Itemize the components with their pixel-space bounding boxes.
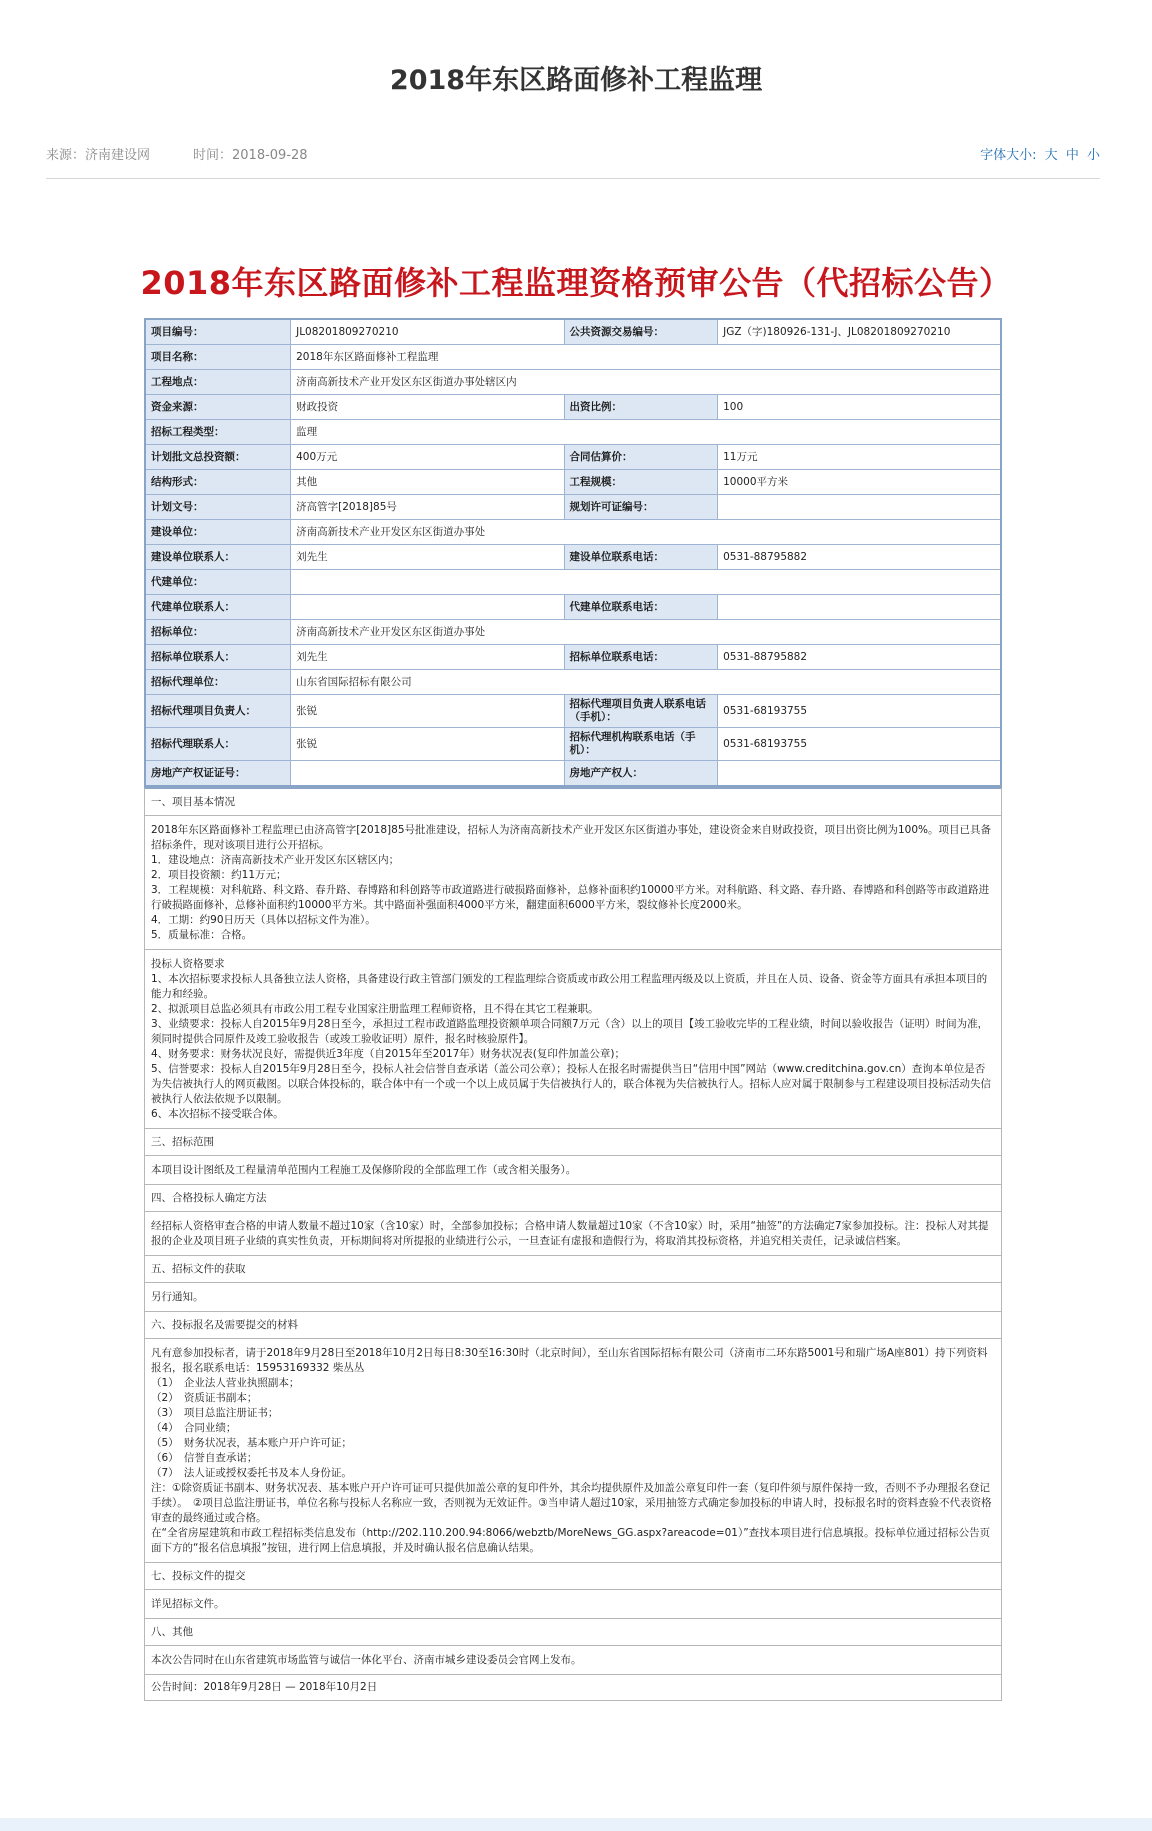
footer-band [0,1818,1152,1831]
info-row [145,420,1001,445]
paragraph: 4、财务要求：财务状况良好，需提供近3年度（自2015年至2017年）财务状况表(复印件加盖公章)； [151,1048,625,1060]
field-value: 张锐 [291,728,564,761]
field-label: 代建单位： [145,570,291,595]
info-row [145,370,1001,395]
notice-section [144,1563,1002,1619]
info-row [145,645,1001,670]
field-label: 合同估算价： [564,445,718,470]
field-value: 2018年东区路面修补工程监理 [291,345,1001,370]
section-body [151,1339,995,1562]
field-value: 监理 [291,420,1001,445]
paragraph: 在“全省房屋建筑和市政工程招标类信息发布（http://202.110.200.94:8066/webztb/MoreNews_GG.aspx?areacode=01）”查找本项目进行信息填报。投标单位通过招标公告页面下方的“报名信息填报”按钮，进行网上信息填报，并及时确认报名信息确认结果。 [151,1527,991,1554]
field-value: 0531-88795882 [718,545,1001,570]
article-meta [46,138,1100,179]
field-label: 项目名称： [145,345,291,370]
notice-title: 2018年东区路面修补工程监理资格预审公告（代招标公告） [140,264,1012,302]
field-label: 代建单位联系人： [145,595,291,620]
field-label: 招标代理机构联系电话（手机）： [564,728,718,761]
field-value: 济南高新技术产业开发区东区街道办事处 [291,520,1001,545]
info-row [145,695,1001,728]
section-heading: 八、其他 [145,1619,1001,1646]
font-size-switcher [976,144,1100,163]
paragraph: 5、信誉要求：投标人自2015年9月28日至今，投标人社会信誉自查承诺（盖公司公章）；投标人在报名时需提供当日“信用中国”网站（www.creditchina.gov.cn）查询本单位是否为失信被执行人的网页截图。以联合体投标的，联合体中有一个或一个以上成员属于失信被执行人的，联合体视为失信被执行人。招标人应对属于限制参与工程建设项目投标活动失信被执行人依法依规予以限制。 [151,1063,991,1105]
field-label: 出资比例： [564,395,718,420]
paragraph: 详见招标文件。 [151,1598,225,1610]
field-label: 房地产产权证证号： [145,761,291,787]
paragraph: 投标人资格要求 [151,958,225,970]
field-label: 资金来源： [145,395,291,420]
paragraph: 2．项目投资额：约11万元； [151,869,287,881]
field-value: 张锐 [291,695,564,728]
field-label: 计划文号： [145,495,291,520]
field-label: 招标单位联系电话： [564,645,718,670]
section-body [151,816,995,949]
field-label: 建设单位联系人： [145,545,291,570]
field-label: 工程地点： [145,370,291,395]
info-row [145,470,1001,495]
field-value: 刘先生 [291,545,564,570]
info-row [145,761,1001,787]
field-value: 0531-68193755 [718,695,1001,728]
paragraph: 本次公告同时在山东省建筑市场监管与诚信一体化平台、济南市城乡建设委员会官网上发布。 [151,1654,582,1666]
paragraph: 经招标人资格审查合格的申请人数量不超过10家（含10家）时，全部参加投标；合格申请人数量超过10家（不含10家）时，采用“抽签”的方法确定7家参加投标。注：投标人对其提报的企业及项目班子业绩的真实性负责，开标期间将对所提报的业绩进行公示，一旦查证有虚报和造假行为，将取消其投标资格，并追究相关责任，记录诚信档案。 [151,1220,989,1247]
info-row [145,545,1001,570]
field-value [718,761,1001,787]
field-label: 招标代理单位： [145,670,291,695]
paragraph: 1．建设地点：济南高新技术产业开发区东区辖区内； [151,854,400,866]
info-row [145,595,1001,620]
paragraph: 凡有意参加投标者，请于2018年9月28日至2018年10月2日每日8:30至16:30时（北京时间），至山东省国际招标有限公司（济南市二环东路5001号和瑞广场A座801）持下列资料报名，报名联系电话：15953169332 柴丛丛 [151,1347,988,1374]
field-label: 工程规模： [564,470,718,495]
paragraph: （6） 信誉自查承诺； [151,1452,258,1464]
field-label: 招标代理联系人： [145,728,291,761]
field-value: 财政投资 [291,395,564,420]
section-heading: 三、招标范围 [145,1129,1001,1156]
info-row [145,728,1001,761]
publish-time: 时间：2018-09-28 [193,148,308,163]
info-row [145,520,1001,545]
section-body [151,1646,995,1674]
section-heading: 五、招标文件的获取 [145,1256,1001,1283]
paragraph: 3、业绩要求：投标人自2015年9月28日至今，承担过工程市政道路监理投资额单项合同额7万元（含）以上的项目【竣工验收完毕的工程业绩，时间以验收报告（证明）时间为准，须同时提供合同原件及竣工验收报告（或竣工验收证明）原件，报名时核验原件】。 [151,1018,989,1045]
notice-section [144,1185,1002,1256]
section-heading: 一、项目基本情况 [145,789,1001,816]
field-value: 其他 [291,470,564,495]
field-label: 计划批文总投资额： [145,445,291,470]
source-label: 来源：济南建设网 [46,148,151,163]
field-value: 济南高新技术产业开发区东区街道办事处 [291,620,1001,645]
field-label: 公共资源交易编号： [564,319,718,345]
field-value: 济南高新技术产业开发区东区街道办事处辖区内 [291,370,1001,395]
field-value [718,495,1001,520]
notice-section [144,1129,1002,1185]
paragraph: （1） 企业法人营业执照副本； [151,1377,300,1389]
paragraph: 2、拟派项目总监必须具有市政公用工程专业国家注册监理工程师资格，且不得在其它工程兼职。 [151,1003,599,1015]
paragraph: 另行通知。 [151,1291,204,1303]
section-body [151,1590,995,1618]
project-info-table [144,318,1002,787]
section-body [151,1212,995,1255]
field-value: 100 [718,395,1001,420]
field-value [718,595,1001,620]
field-value: 山东省国际招标有限公司 [291,670,1001,695]
paragraph: 6、本次招标不接受联合体。 [151,1108,284,1120]
paragraph: 本项目设计图纸及工程量清单范围内工程施工及保修阶段的全部监理工作（或含相关服务）。 [151,1164,577,1176]
section-body [151,1156,995,1184]
paragraph: （3） 项目总监注册证书； [151,1407,279,1419]
field-label: 招标单位联系人： [145,645,291,670]
notice-sections [144,787,1002,1675]
font-size-label: 字体大小: [980,148,1037,163]
paragraph: 注：①除资质证书副本、财务状况表、基本账户开户许可证可只提供加盖公章的复印件外，其余均提供原件及加盖公章复印件一套（复印件须与原件保持一致，否则不予办理报名登记手续）。 ②项目总监注册证书，单位名称与投标人名称应一致，否则视为无效证件。③当申请人超过10家，采用抽签方式确定参加投标的申请人时，投标报名时的资料查验不代表资格审查的最终通过或合格。 [151,1482,992,1524]
section-body [151,950,995,1128]
field-value [291,570,1001,595]
font-size-medium[interactable]: 中 [1065,148,1079,163]
field-label: 代建单位联系电话： [564,595,718,620]
field-label: 结构形式： [145,470,291,495]
field-value: 刘先生 [291,645,564,670]
paragraph: （4） 合同业绩； [151,1422,237,1434]
notice-section [144,1619,1002,1675]
field-value: 10000平方米 [718,470,1001,495]
info-row [145,620,1001,645]
field-label: 招标代理项目负责人联系电话（手机）： [564,695,718,728]
field-value [291,761,564,787]
paragraph: （7） 法人证或授权委托书及本人身份证。 [151,1467,352,1479]
page-title: 2018年东区路面修补工程监理 [389,65,763,96]
paragraph: （5） 财务状况表，基本账户开户许可证； [151,1437,352,1449]
publish-period: 公告时间：2018年9月28日 — 2018年10月2日 [144,1675,1002,1701]
section-heading: 七、投标文件的提交 [145,1563,1001,1590]
info-row [145,395,1001,420]
info-row [145,495,1001,520]
section-heading: 四、合格投标人确定方法 [145,1185,1001,1212]
field-label: 招标工程类型： [145,420,291,445]
notice-section [144,1312,1002,1563]
paragraph: 1、本次招标要求投标人具备独立法人资格，具备建设行政主管部门颁发的工程监理综合资质或市政公用工程监理丙级及以上资质，并且在人员、设备、资金等方面具有承担本项目的能力和经验。 [151,973,988,1000]
info-row [145,670,1001,695]
section-body [151,1283,995,1311]
field-label: 项目编号： [145,319,291,345]
field-label: 建设单位： [145,520,291,545]
field-label: 规划许可证编号： [564,495,718,520]
info-row [145,345,1001,370]
field-label: 招标单位： [145,620,291,645]
field-value: JGZ（字)180926-131-J、JL08201809270210 [718,319,1001,345]
section-heading: 六、投标报名及需要提交的材料 [145,1312,1001,1339]
field-label: 房地产产权人： [564,761,718,787]
paragraph: 3．工程规模：对科航路、科文路、春升路、春博路和科创路等市政道路进行破损路面修补，总修补面积约10000平方米。对科航路、科文路、春升路、春博路和科创路等市政道路进行破损路面修补，总修补面积约10000平方米。其中路面补强面积4000平方米，翻建面积6000平方米，裂纹修补长度2000米。 [151,884,990,911]
field-value: 0531-68193755 [718,728,1001,761]
info-row [145,570,1001,595]
paragraph: 5．质量标准：合格。 [151,929,253,941]
field-value: 11万元 [718,445,1001,470]
notice-document [144,318,1002,1701]
font-size-large[interactable]: 大 [1044,148,1058,163]
paragraph: （2） 资质证书副本； [151,1392,258,1404]
field-value: 0531-88795882 [718,645,1001,670]
field-value: 400万元 [291,445,564,470]
font-size-small[interactable]: 小 [1086,148,1100,163]
field-value [291,595,564,620]
info-row [145,445,1001,470]
notice-section [144,1256,1002,1312]
notice-section [144,787,1002,950]
paragraph: 4．工期：约90日历天（具体以招标文件为准）。 [151,914,376,926]
notice-section [144,950,1002,1129]
field-value: 济高管字[2018]85号 [291,495,564,520]
field-value: JL08201809270210 [291,319,564,345]
field-label: 建设单位联系电话： [564,545,718,570]
field-label: 招标代理项目负责人： [145,695,291,728]
paragraph: 2018年东区路面修补工程监理已由济高管字[2018]85号批准建设，招标人为济南高新技术产业开发区东区街道办事处，建设资金来自财政投资，项目出资比例为100%。项目已具备招标条件，现对该项目进行公开招标。 [151,824,992,851]
info-row [145,319,1001,345]
